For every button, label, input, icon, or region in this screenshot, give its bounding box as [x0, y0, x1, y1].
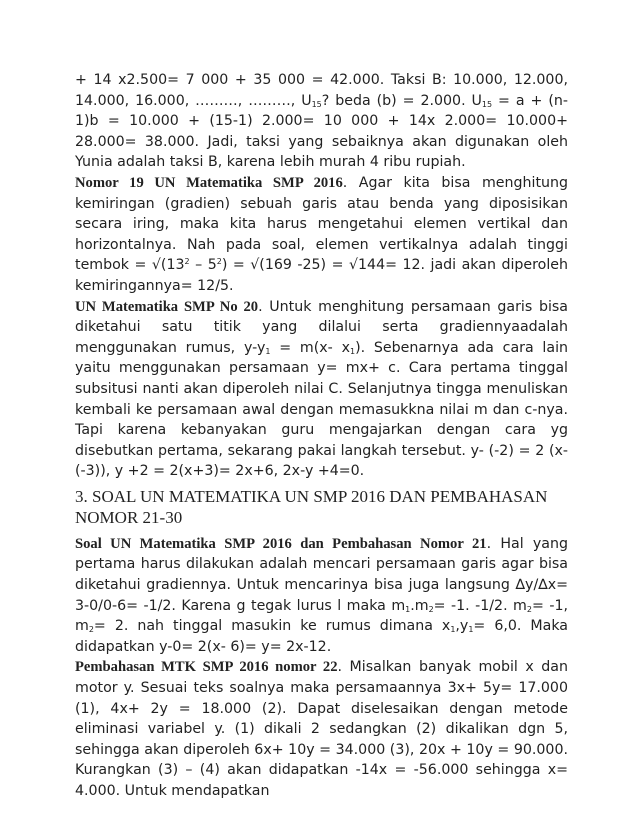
- section-title: 3. SOAL UN MATEMATIKA UN SMP 2016 DAN PEMBAHASAN NOMOR 21-30: [75, 486, 548, 527]
- paragraph-nomor-22: Pembahasan MTK SMP 2016 nomor 22. Misalkan banyak mobil x dan motor y. Sesuai teks soalnya maka persamaannya 3x+ 5y= 17.000 (1), 4x+ 2y = 18.000 (2). Dapat diselesaikan dengan metode eliminasi variabel y. (1) dikali 2 sedangkan (2) dikalikan dgn 5, sehingga akan diperoleh 6x+ 10y = 34.000 (3), 20x + 10y = 90.000. Kurangkan (3) – (4) akan didapatkan -14x = -56.000 sehingga x= 4.000. Untuk mendapatkan: [75, 659, 568, 799]
- paragraph-nomor-20: UN Matematika SMP No 20. Untuk menghitung persamaan garis bisa diketahui satu titik yang dilalui serta gradiennyaadalah menggunakan rumus, $y-y_1 = m(x-$ $x_1$). Sebenarnya ada cara lain yaitu menggunakan persamaan y= mx+ c. Cara pertama tinggal subsitusi nanti akan diperoleh nilai C. Selanjutnya tingga menuliskan kembali ke persamaan awal dengan memasukkna nilai m dan c-nya. Tapi karena kebanyakan guru mengajarkan dengan cara yg disebutkan pertama, sekarang pakai langkah tersebut. y- (-2) = 2 (x- (-3)), y +2 = 2(x+3)= 2x+6, 2x-y +4=0.: [75, 298, 569, 480]
- heading-nomor-19: Nomor 19 UN Matematika SMP 2016: [75, 174, 343, 191]
- heading-nomor-20: UN Matematika SMP No 20: [75, 298, 259, 315]
- heading-nomor-22: Pembahasan MTK SMP 2016 nomor 22: [75, 659, 338, 676]
- heading-nomor-21: Soal UN Matematika SMP 2016 dan Pembahasan Nomor 21: [75, 535, 487, 552]
- paragraph-taksi: + 14 x2.500= 7 000 + 35 000 = 42.000. Taksi B: 10.000, 12.000, 14.000, 16.000, ………, ………, $U_{15}$? beda (b) = 2.000. $U_{15} = a + (n-1)b = 10.000 + (15-1)$ 2.000= 10 000 + 14x 2.000= 10.000+ 28.000= 38.000. Jadi, taksi yang sebaiknya akan digunakan oleh Yunia adalah taksi B, karena lebih murah 4 ribu rupiah.: [75, 72, 568, 171]
- paragraph-nomor-19: Nomor 19 UN Matematika SMP 2016. Agar kita bisa menghitung kemiringan (gradien) sebuah garis atau benda yang diposisikan secara iring, maka kita harus mengetahui elemen vertikal dan horizontalnya. Nah pada soal, elemen vertikalnya adalah tinggi tembok = $√(13^2 - 5^2) = √(169$ -25) = √144= 12. jadi akan diperoleh kemiringannya= 12/5.: [75, 174, 568, 294]
- paragraph-nomor-21: Soal UN Matematika SMP 2016 dan Pembahasan Nomor 21. Hal yang pertama harus dilakukan adalah mencari persamaan garis agar bisa diketahui gradiennya. Untuk mencarinya bisa juga langsung ∆y/∆x= 3-0/0-6= -1/2. Karena g tegak lurus l maka $m_1.m_2= -1$. -1/2. $m_2= -1$, $m_2= 2$. nah tinggal masukin ke rumus dimana $x_1,y_1= 6,0$. Maka didapatkan y-0= 2(x- 6)= y= 2x-12.: [75, 535, 569, 655]
- document-page: [75, 70, 568, 802]
